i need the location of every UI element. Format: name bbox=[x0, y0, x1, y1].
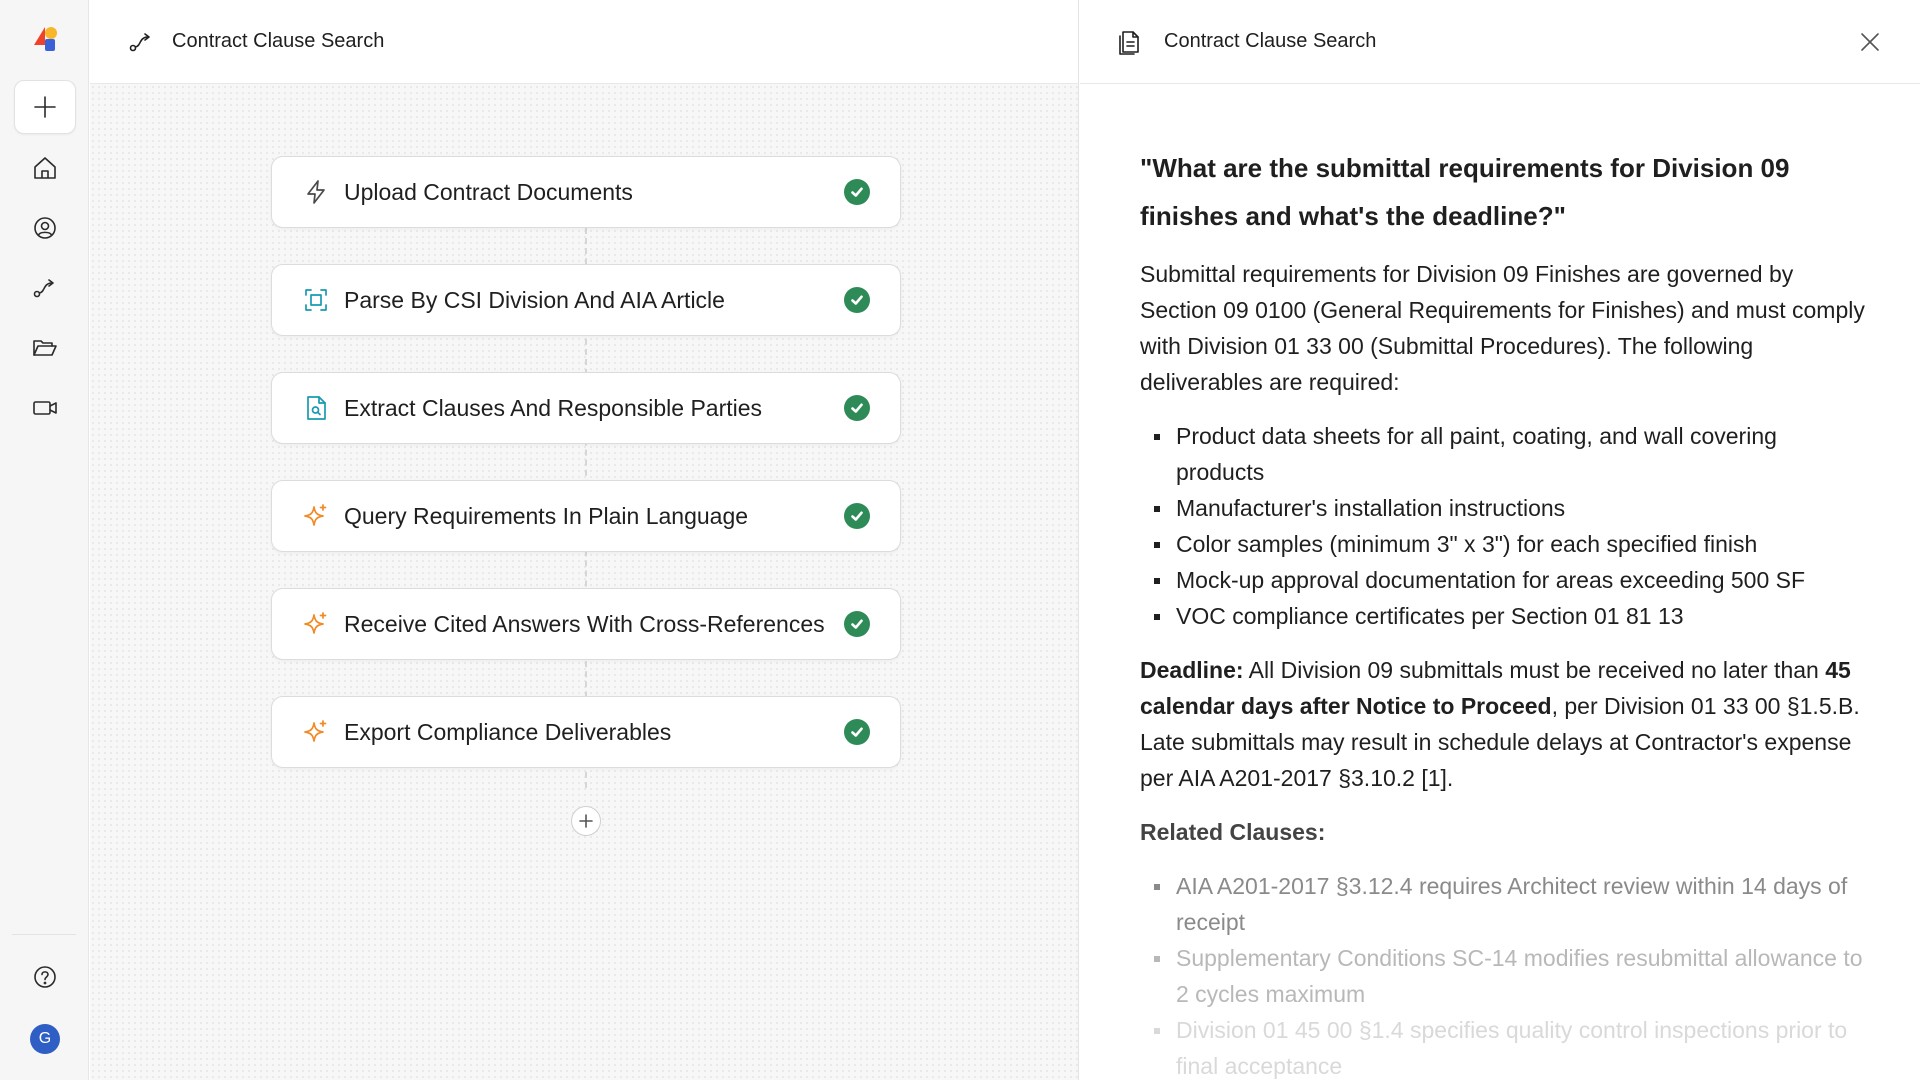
sparkle-icon bbox=[302, 502, 330, 530]
check-circle-icon bbox=[844, 611, 870, 637]
sparkle-icon bbox=[302, 718, 330, 746]
step-label: Parse By CSI Division And AIA Article bbox=[344, 286, 725, 313]
plus-icon bbox=[578, 813, 594, 829]
help-icon bbox=[31, 963, 59, 991]
workflow-step-receive[interactable] bbox=[271, 588, 901, 660]
workflow-panel bbox=[90, 0, 1079, 1080]
user-avatar[interactable] bbox=[30, 1024, 60, 1054]
workflow-header bbox=[90, 0, 1078, 84]
user-circle-icon bbox=[31, 214, 59, 242]
workflow-icon bbox=[126, 27, 156, 57]
app-logo-icon[interactable] bbox=[31, 25, 59, 53]
deadline-text: All Division 09 submittals must be received no later than bbox=[1243, 657, 1826, 683]
check-circle-icon bbox=[844, 395, 870, 421]
step-label: Receive Cited Answers With Cross-References bbox=[344, 610, 825, 637]
sparkle-icon bbox=[302, 610, 330, 638]
result-title: Contract Clause Search bbox=[1164, 30, 1377, 52]
related-clauses-list bbox=[1140, 868, 1870, 1080]
step-label: Upload Contract Documents bbox=[344, 178, 633, 205]
list-item: AIA A201-2017 §3.12.4 requires Architect review within 14 days of receipt bbox=[1140, 868, 1870, 940]
check-circle-icon bbox=[844, 719, 870, 745]
deadline-label: Deadline: bbox=[1140, 657, 1244, 683]
lightning-icon bbox=[302, 178, 330, 206]
result-header bbox=[1080, 0, 1920, 84]
deliverables-list bbox=[1140, 418, 1870, 634]
workflow-step-extract[interactable] bbox=[271, 372, 901, 444]
workflow-title: Contract Clause Search bbox=[172, 30, 385, 52]
video-camera-icon bbox=[31, 394, 59, 422]
scan-icon bbox=[302, 286, 330, 314]
home-button[interactable] bbox=[14, 141, 76, 195]
help-button[interactable] bbox=[14, 950, 76, 1004]
check-circle-icon bbox=[844, 503, 870, 529]
answer-content bbox=[1140, 144, 1870, 1080]
result-panel bbox=[1080, 0, 1920, 1080]
home-icon bbox=[31, 154, 59, 182]
document-icon bbox=[1116, 28, 1164, 56]
deadline-paragraph bbox=[1140, 652, 1870, 796]
workflow-icon bbox=[31, 274, 59, 302]
workflow-step-upload[interactable] bbox=[271, 156, 901, 228]
query-question: "What are the submittal requirements for Division 09 finishes and what's the deadline?" bbox=[1140, 153, 1790, 231]
left-rail bbox=[0, 0, 89, 1080]
list-item: Product data sheets for all paint, coating, and wall covering products bbox=[1140, 418, 1870, 490]
deadline-emphasis: 45 calendar days after Notice to Proceed bbox=[1140, 657, 1851, 719]
close-icon bbox=[1856, 28, 1884, 56]
avatar-initial: G bbox=[38, 1030, 52, 1047]
check-circle-icon bbox=[844, 179, 870, 205]
workflow-step-export[interactable] bbox=[271, 696, 901, 768]
file-search-icon bbox=[302, 394, 330, 422]
profile-button[interactable] bbox=[14, 201, 76, 255]
add-step-button[interactable] bbox=[571, 806, 601, 836]
related-clauses-heading: Related Clauses: bbox=[1140, 819, 1326, 845]
step-label: Extract Clauses And Responsible Parties bbox=[344, 394, 763, 421]
files-button[interactable] bbox=[14, 321, 76, 375]
step-label: Query Requirements In Plain Language bbox=[344, 502, 749, 529]
list-item: Supplementary Conditions SC-14 modifies resubmittal allowance to 2 cycles maximum bbox=[1140, 940, 1870, 1012]
rail-divider bbox=[12, 934, 76, 935]
workflow-step-query[interactable] bbox=[271, 480, 901, 552]
list-item: Division 01 45 00 §1.4 specifies quality control inspections prior to final acceptance bbox=[1140, 1012, 1870, 1080]
list-item: Color samples (minimum 3" x 3") for each specified finish bbox=[1140, 526, 1870, 562]
plus-icon bbox=[31, 93, 59, 121]
folder-open-icon bbox=[31, 334, 59, 362]
list-item: Manufacturer's installation instructions bbox=[1140, 490, 1870, 526]
list-item: VOC compliance certificates per Section 01 81 13 bbox=[1140, 598, 1870, 634]
list-item: Mock-up approval documentation for areas exceeding 500 SF bbox=[1140, 562, 1870, 598]
deadline-text-continued: , per Division 01 33 00 §1.5.B. Late submittals may result in schedule delays at Contractor's expense per AIA A201-2017 §3.10.2 [1]. bbox=[1140, 693, 1860, 791]
workflow-step-parse[interactable] bbox=[271, 264, 901, 336]
video-button[interactable] bbox=[14, 381, 76, 435]
step-label: Export Compliance Deliverables bbox=[344, 718, 672, 745]
answer-intro: Submittal requirements for Division 09 Finishes are governed by Section 09 0100 (General Requirements for Finishes) and must comply with Division 01 33 00 (Submittal Procedures). The following deliverables are required: bbox=[1140, 261, 1865, 395]
close-button[interactable] bbox=[1856, 28, 1884, 56]
workflows-button[interactable] bbox=[14, 261, 76, 315]
check-circle-icon bbox=[844, 287, 870, 313]
new-button[interactable] bbox=[14, 80, 76, 134]
